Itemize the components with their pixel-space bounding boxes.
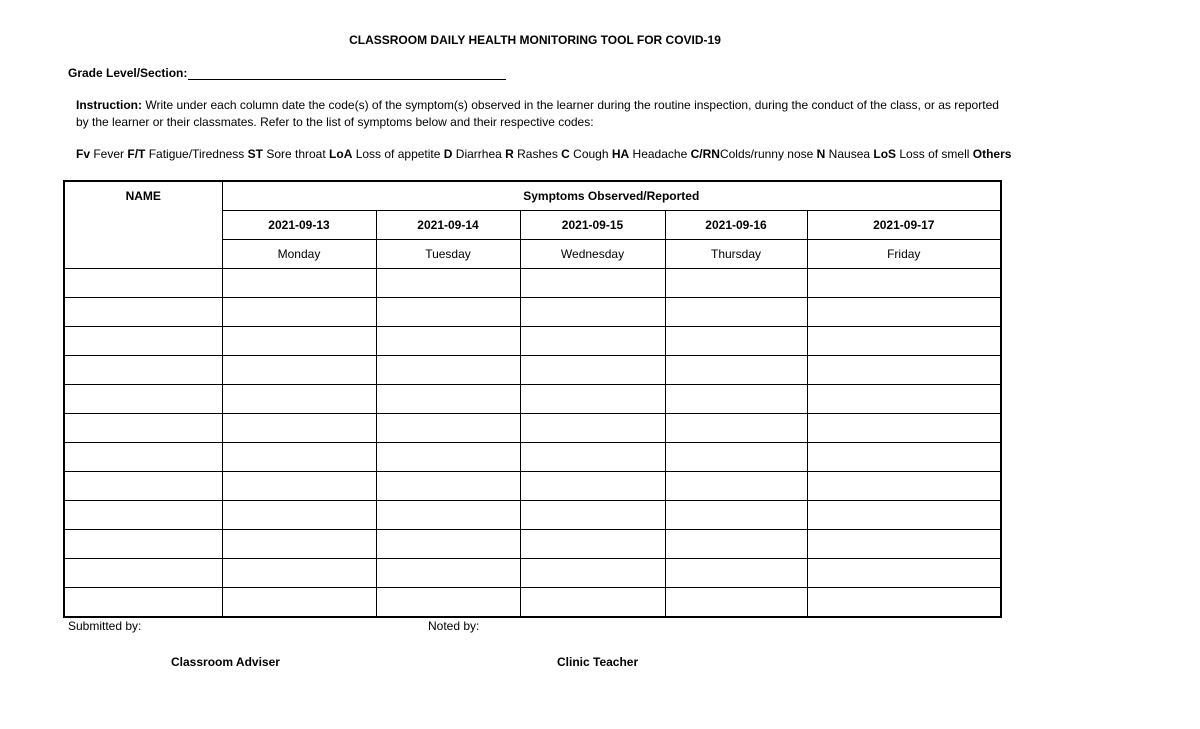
symptom-entry-cell[interactable]	[665, 269, 807, 298]
symptom-code: Others	[972, 147, 1012, 161]
day-header: Friday	[807, 240, 1001, 269]
symptom-entry-cell[interactable]	[376, 530, 520, 559]
symptom-entry-cell[interactable]	[807, 385, 1001, 414]
symptom-description: Cough	[569, 147, 612, 161]
name-column-header: NAME	[64, 181, 222, 269]
symptom-description: Rashes	[513, 147, 562, 161]
symptom-entry-cell[interactable]	[665, 298, 807, 327]
symptom-entry-cell[interactable]	[665, 472, 807, 501]
symptom-entry-cell[interactable]	[222, 269, 376, 298]
table-row	[64, 356, 1001, 385]
symptom-entry-cell[interactable]	[222, 356, 376, 385]
symptom-code: C/RN	[690, 147, 720, 161]
symptom-entry-cell[interactable]	[520, 356, 665, 385]
symptom-entry-cell[interactable]	[222, 443, 376, 472]
classroom-adviser-label: Classroom Adviser	[171, 655, 280, 669]
table-row	[64, 443, 1001, 472]
symptom-entry-cell[interactable]	[807, 298, 1001, 327]
symptom-entry-cell[interactable]	[376, 269, 520, 298]
symptom-entry-cell[interactable]	[520, 472, 665, 501]
date-header: 2021-09-15	[520, 211, 665, 240]
symptom-entry-cell[interactable]	[807, 327, 1001, 356]
symptom-code: Fv	[76, 147, 91, 161]
symptom-entry-cell[interactable]	[520, 443, 665, 472]
symptom-entry-cell[interactable]	[807, 269, 1001, 298]
learner-name-cell[interactable]	[64, 298, 222, 327]
symptom-entry-cell[interactable]	[222, 298, 376, 327]
symptom-entry-cell[interactable]	[520, 327, 665, 356]
health-monitoring-table	[63, 180, 1002, 618]
symptom-entry-cell[interactable]	[807, 501, 1001, 530]
symptom-codes-legend	[76, 147, 1011, 161]
learner-name-cell[interactable]	[64, 501, 222, 530]
symptom-entry-cell[interactable]	[376, 588, 520, 618]
date-header: 2021-09-17	[807, 211, 1001, 240]
learner-name-cell[interactable]	[64, 385, 222, 414]
table-row	[64, 530, 1001, 559]
day-header: Wednesday	[520, 240, 665, 269]
grade-level-field-line[interactable]	[188, 79, 506, 80]
date-header: 2021-09-16	[665, 211, 807, 240]
symptom-entry-cell[interactable]	[520, 385, 665, 414]
noted-by-label: Noted by:	[428, 619, 480, 633]
symptom-entry-cell[interactable]	[222, 472, 376, 501]
symptom-entry-cell[interactable]	[807, 356, 1001, 385]
symptom-entry-cell[interactable]	[665, 588, 807, 618]
learner-name-cell[interactable]	[64, 530, 222, 559]
learner-name-cell[interactable]	[64, 327, 222, 356]
symptom-entry-cell[interactable]	[222, 501, 376, 530]
symptom-entry-cell[interactable]	[376, 356, 520, 385]
date-header: 2021-09-13	[222, 211, 376, 240]
symptom-entry-cell[interactable]	[376, 385, 520, 414]
symptom-code: LoS	[873, 147, 897, 161]
symptom-code: C	[561, 147, 570, 161]
learner-name-cell[interactable]	[64, 443, 222, 472]
symptom-description: Loss of smell	[896, 147, 973, 161]
symptom-code: N	[816, 147, 826, 161]
symptom-entry-cell[interactable]	[520, 414, 665, 443]
table-row	[64, 559, 1001, 588]
instruction-label: Instruction:	[76, 98, 142, 112]
symptom-description: Nausea	[825, 147, 874, 161]
symptom-entry-cell[interactable]	[520, 588, 665, 618]
day-header: Tuesday	[376, 240, 520, 269]
symptom-code: HA	[611, 147, 630, 161]
symptom-entry-cell[interactable]	[807, 414, 1001, 443]
symptom-entry-cell[interactable]	[807, 472, 1001, 501]
instruction-paragraph	[76, 97, 1011, 131]
date-header: 2021-09-14	[376, 211, 520, 240]
symptom-entry-cell[interactable]	[222, 530, 376, 559]
symptom-entry-cell[interactable]	[665, 443, 807, 472]
symptoms-header: Symptoms Observed/Reported	[222, 181, 1001, 211]
symptom-entry-cell[interactable]	[376, 501, 520, 530]
grade-level-label: Grade Level/Section:	[68, 66, 188, 80]
symptom-description: Headache	[629, 147, 691, 161]
learner-name-cell[interactable]	[64, 588, 222, 618]
symptom-description: Fever	[90, 147, 128, 161]
symptom-entry-cell[interactable]	[807, 559, 1001, 588]
symptom-entry-cell[interactable]	[665, 501, 807, 530]
symptom-entry-cell[interactable]	[376, 414, 520, 443]
learner-name-cell[interactable]	[64, 269, 222, 298]
symptom-entry-cell[interactable]	[520, 530, 665, 559]
submitted-by-label: Submitted by:	[68, 619, 142, 633]
table-row	[64, 414, 1001, 443]
symptom-description: Sore throat	[262, 147, 330, 161]
symptom-description: Loss of appetite	[352, 147, 444, 161]
day-header: Thursday	[665, 240, 807, 269]
symptom-entry-cell[interactable]	[807, 588, 1001, 618]
symptom-entry-cell[interactable]	[665, 385, 807, 414]
symptom-entry-cell[interactable]	[520, 559, 665, 588]
symptom-entry-cell[interactable]	[665, 559, 807, 588]
table-row	[64, 588, 1001, 618]
symptom-code: ST	[247, 147, 263, 161]
symptom-entry-cell[interactable]	[807, 530, 1001, 559]
clinic-teacher-label: Clinic Teacher	[557, 655, 639, 669]
table-header-row	[64, 181, 1001, 211]
symptom-code: F/T	[127, 147, 146, 161]
symptom-entry-cell[interactable]	[520, 501, 665, 530]
learner-name-cell[interactable]	[64, 414, 222, 443]
table-row	[64, 327, 1001, 356]
instruction-text: Write under each column date the code(s) of the symptom(s) observed in the learner during the routine inspection, during the conduct of the class, or as reported by the learner or their classmates. Refer to the list of symptoms below and their respective codes:	[76, 98, 999, 129]
symptom-entry-cell[interactable]	[376, 298, 520, 327]
symptom-entry-cell[interactable]	[520, 269, 665, 298]
page-title: CLASSROOM DAILY HEALTH MONITORING TOOL FOR COVID-19	[349, 33, 721, 47]
table-row	[64, 501, 1001, 530]
symptom-entry-cell[interactable]	[665, 356, 807, 385]
symptom-entry-cell[interactable]	[222, 414, 376, 443]
symptom-entry-cell[interactable]	[376, 559, 520, 588]
learner-name-cell[interactable]	[64, 559, 222, 588]
symptom-entry-cell[interactable]	[665, 530, 807, 559]
day-header: Monday	[222, 240, 376, 269]
table-row	[64, 472, 1001, 501]
learner-name-cell[interactable]	[64, 356, 222, 385]
table-row	[64, 269, 1001, 298]
symptom-entry-cell[interactable]	[520, 298, 665, 327]
symptom-entry-cell[interactable]	[222, 327, 376, 356]
symptom-code: D	[443, 147, 453, 161]
symptom-entry-cell[interactable]	[222, 588, 376, 618]
symptom-entry-cell[interactable]	[222, 385, 376, 414]
symptom-description: Colds/runny nose	[719, 147, 817, 161]
table-row	[64, 385, 1001, 414]
symptom-entry-cell[interactable]	[665, 414, 807, 443]
symptom-description: Fatigue/Tiredness	[145, 147, 248, 161]
symptom-description: Diarrhea	[452, 147, 506, 161]
symptom-code: R	[505, 147, 514, 161]
symptom-entry-cell[interactable]	[222, 559, 376, 588]
symptom-entry-cell[interactable]	[807, 443, 1001, 472]
table-row	[64, 298, 1001, 327]
symptom-entry-cell[interactable]	[376, 327, 520, 356]
learner-name-cell[interactable]	[64, 472, 222, 501]
symptom-entry-cell[interactable]	[376, 472, 520, 501]
symptom-entry-cell[interactable]	[376, 443, 520, 472]
symptom-entry-cell[interactable]	[665, 327, 807, 356]
symptom-code: LoA	[329, 147, 353, 161]
